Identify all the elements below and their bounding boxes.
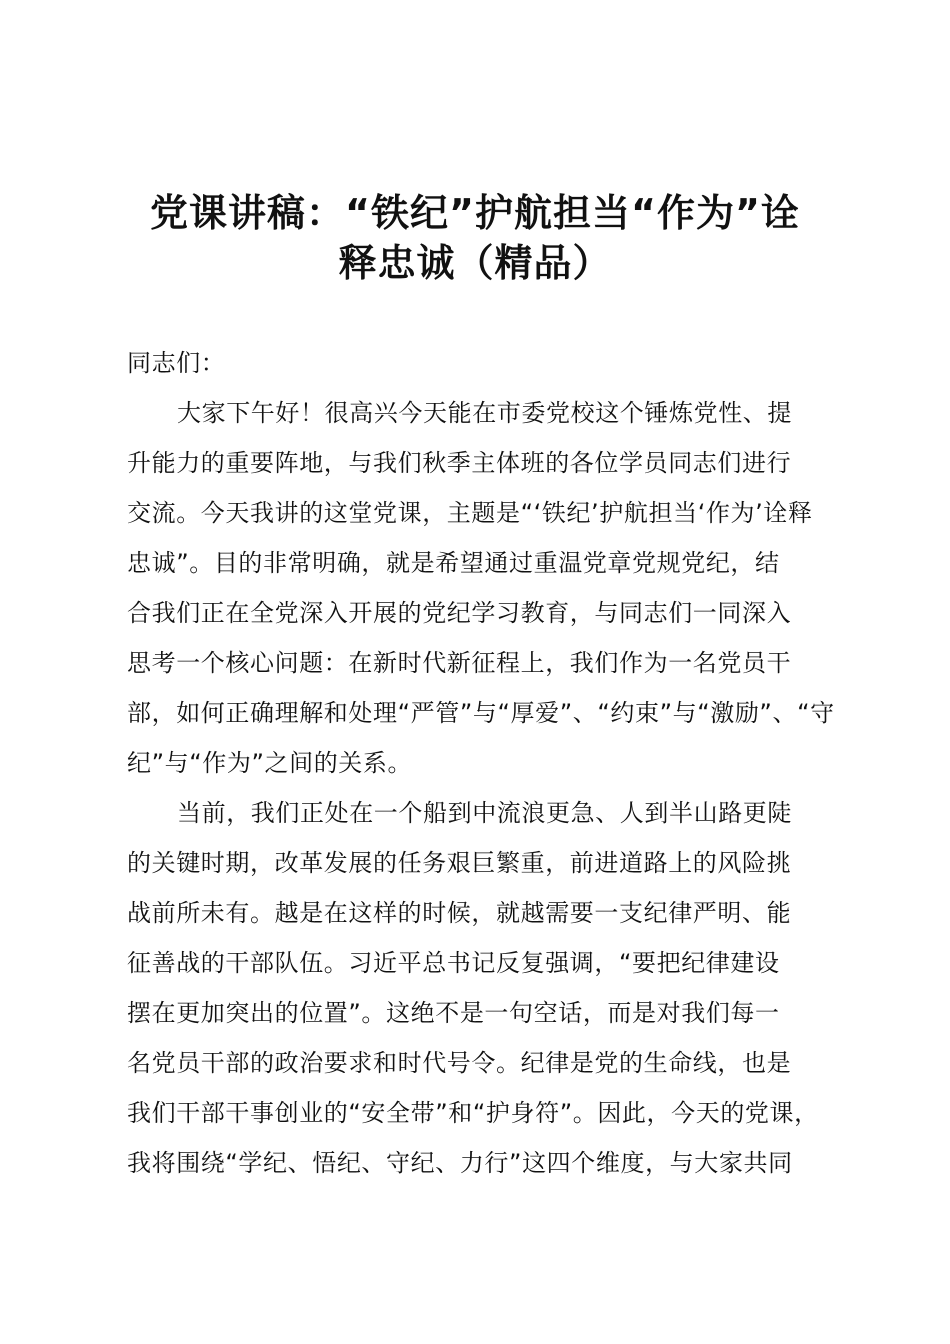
paragraph-line: 思考一个核心问题：在新时代新征程上，我们作为一名党员干 [127,649,792,677]
paragraph-line: 当前，我们正处在一个船到中流浪更急、人到半山路更陡 [177,799,792,827]
salutation: 同志们： [127,349,226,377]
title-line-2: 释忠诚（精品） [338,241,612,285]
paragraph-line: 我将围绕“学纪、悟纪、守纪、力行”这四个维度，与大家共同 [127,1149,793,1177]
paragraph-line: 征善战的干部队伍。习近平总书记反复强调，“要把纪律建设 [127,949,780,977]
paragraph-line: 大家下午好！很高兴今天能在市委党校这个锤炼党性、提 [177,399,792,427]
document-title [100,188,850,288]
paragraph-line: 名党员干部的政治要求和时代号令。纪律是党的生命线，也是 [127,1049,792,1077]
paragraph-line: 忠诚”。目的非常明确，就是希望通过重温党章党规党纪，结 [127,549,780,577]
title-line-1: 党课讲稿：“铁纪”护航担当“作为”诠 [150,191,800,235]
paragraph-line: 交流。今天我讲的这堂党课，主题是“‘铁纪’护航担当‘作为’诠释 [127,499,813,527]
paragraph-line: 摆在更加突出的位置”。这绝不是一句空话，而是对我们每一 [127,999,780,1027]
paragraph-line: 的关键时期，改革发展的任务艰巨繁重，前进道路上的风险挑 [127,849,792,877]
paragraph-line: 我们干部干事创业的“安全带”和“护身符”。因此，今天的党课， [127,1099,819,1127]
document-body [127,338,835,1188]
paragraph-line: 升能力的重要阵地，与我们秋季主体班的各位学员同志们进行 [127,449,792,477]
paragraph-line: 战前所未有。越是在这样的时候，就越需要一支纪律严明、能 [127,899,792,927]
paragraph-line: 合我们正在全党深入开展的党纪学习教育，与同志们一同深入 [127,599,792,627]
paragraph-line: 纪”与“作为”之间的关系。 [127,749,413,777]
paragraph-1 [127,388,835,788]
paragraph-line: 部，如何正确理解和处理“严管”与“厚爱”、“约束”与“激励”、“守 [127,699,835,727]
paragraph-2 [127,788,827,1188]
